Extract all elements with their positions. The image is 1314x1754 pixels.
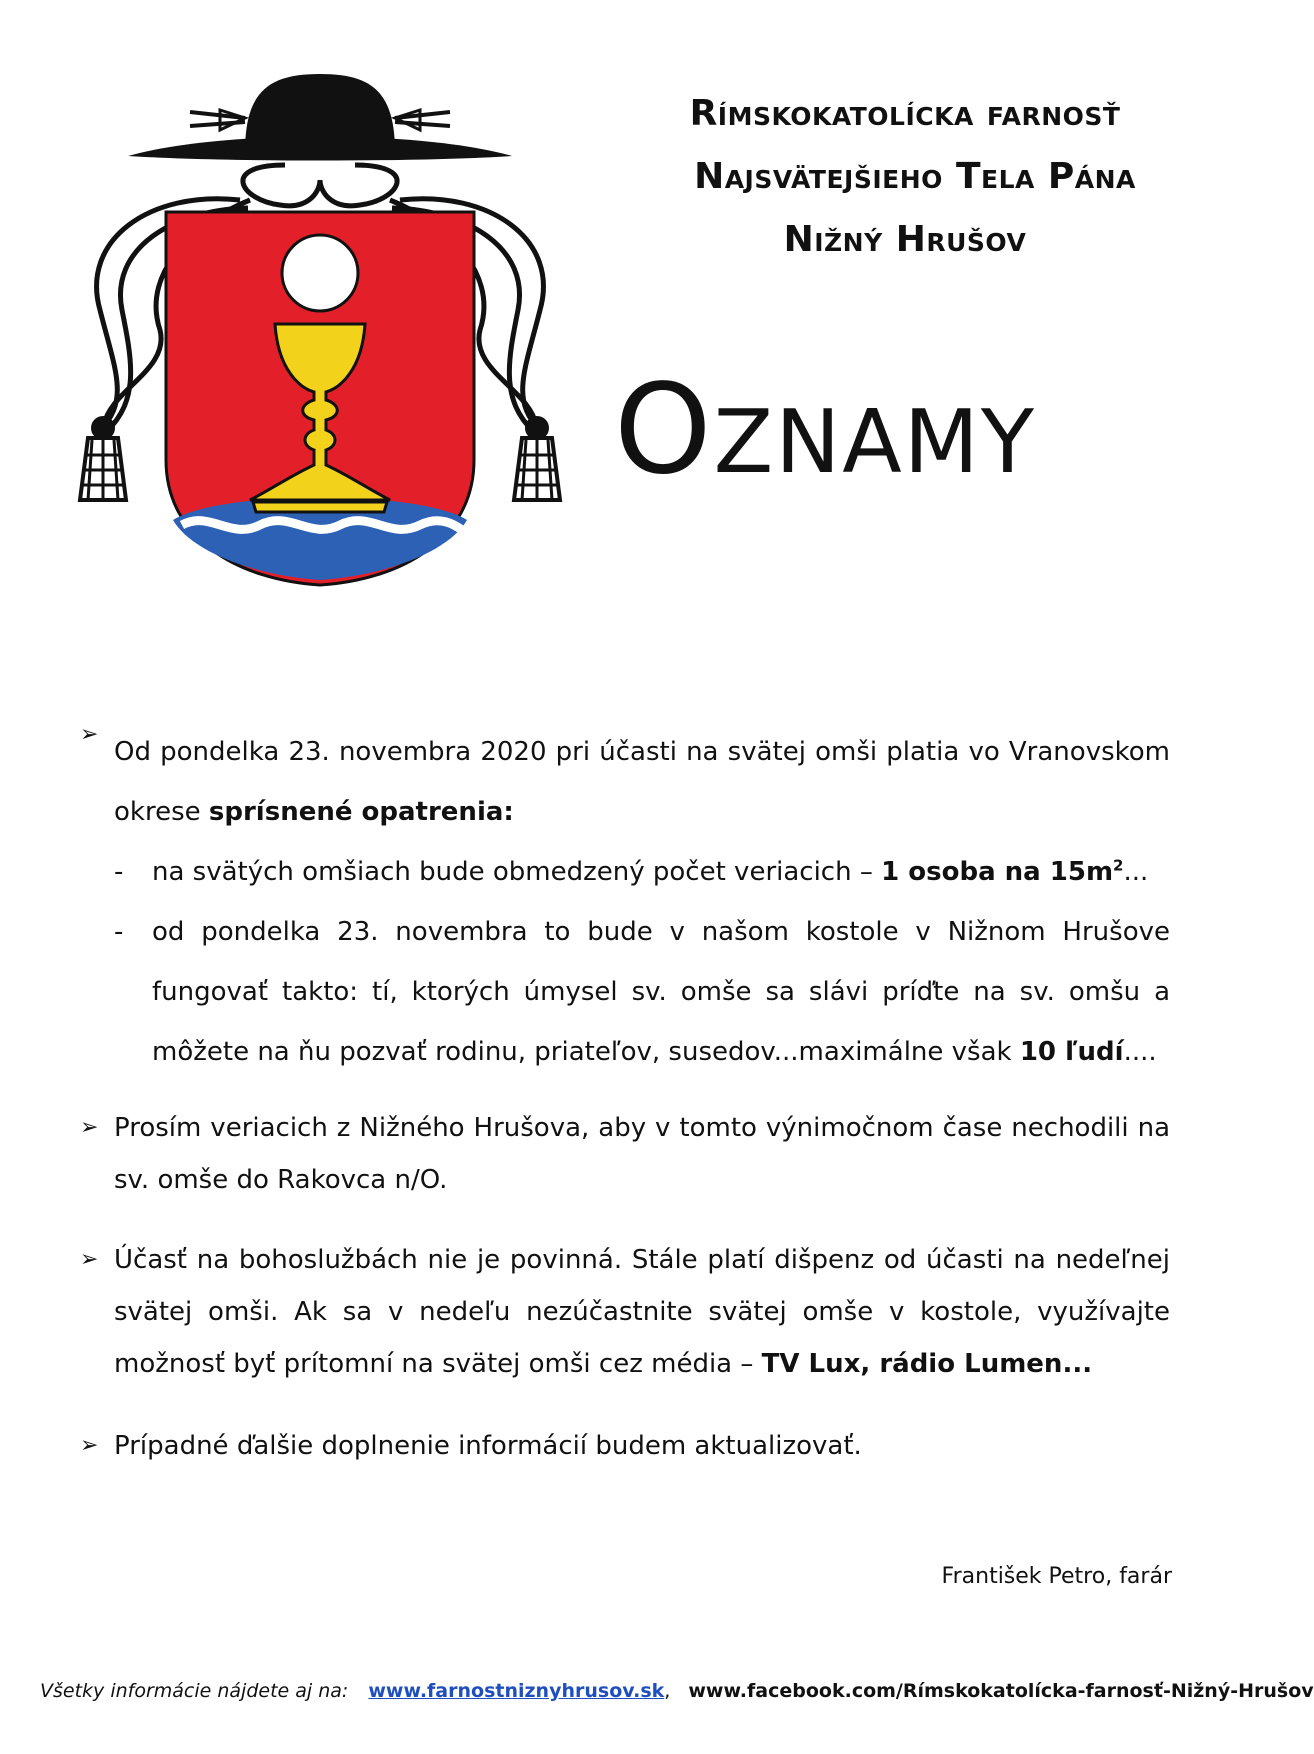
coat-of-arms-icon <box>70 70 590 670</box>
dash-bullet-icon: - <box>114 857 124 887</box>
announcement-item <box>80 1234 1170 1390</box>
footer <box>40 1680 1314 1702</box>
signature: František Petro, farár <box>941 1564 1172 1589</box>
arrow-bullet-icon: ➢ <box>80 1433 99 1458</box>
arrow-bullet-icon: ➢ <box>80 1115 99 1140</box>
announcement-text: Účasť na bohoslužbách nie je povinná. Stále platí dišpenz od účasti na nedeľnej svätej omši. Ak sa v nedeľu nezúčastnite svätej omše v kostole, využívajte možnosť byť prítomní na svätej omši cez média – TV Lux, rádio Lumen... <box>114 1245 1170 1379</box>
website-link[interactable]: www.farnostniznyhrusov.sk <box>368 1680 665 1702</box>
announcement-text: Od pondelka 23. novembra 2020 pri účasti na svätej omši platia vo Vranovskom okrese sprísnené opatrenia: <box>114 737 1170 827</box>
arrow-bullet-icon: ➢ <box>80 1247 99 1272</box>
parish-line-1: Rímskokatolícka farnosť <box>689 93 1121 134</box>
parish-line-3: Nižný Hrušov <box>783 219 1027 260</box>
announcement-item <box>80 722 1170 1082</box>
sub-item: - od pondelka 23. novembra to bude v našom kostole v Nižnom Hrušove fungovať takto: tí, ktorých úmysel sv. omše sa slávi príďte na sv. omšu a môžete na ňu pozvať rodinu, priateľov, susedov...maximálne však 10 ľudí.... <box>80 902 1170 1082</box>
announcement-text: Prípadné ďalšie doplnenie informácií budem aktualizovať. <box>114 1431 862 1461</box>
arrow-bullet-icon: ➢ <box>80 722 99 747</box>
parish-name <box>560 82 1180 271</box>
parish-line-2: Najsvätejšieho Tela Pána <box>694 156 1136 197</box>
footer-separator: , <box>664 1680 671 1702</box>
announcement-item <box>80 1102 1170 1206</box>
sub-item: - na svätých omšiach bude obmedzený počet veriacich – 1 osoba na $15m^2$... <box>80 842 1170 902</box>
announcement-text: Prosím veriacich z Nižného Hrušova, aby v tomto výnimočnom čase nechodili na sv. omše do Rakovca n/O. <box>114 1113 1170 1195</box>
announcement-item <box>80 1420 1170 1472</box>
sub-list <box>114 842 1170 1082</box>
footer-lead: Všetky informácie nájdete aj na: <box>40 1680 349 1702</box>
shield <box>166 212 474 585</box>
announcements-list <box>80 722 1170 1472</box>
facebook-link[interactable]: www.facebook.com/Rímskokatolícka-farnosť-Nižný-Hrušov <box>688 1680 1314 1702</box>
dash-bullet-icon: - <box>114 917 124 947</box>
page-title: Oznamy <box>614 358 1037 502</box>
galero-hat <box>128 74 512 161</box>
